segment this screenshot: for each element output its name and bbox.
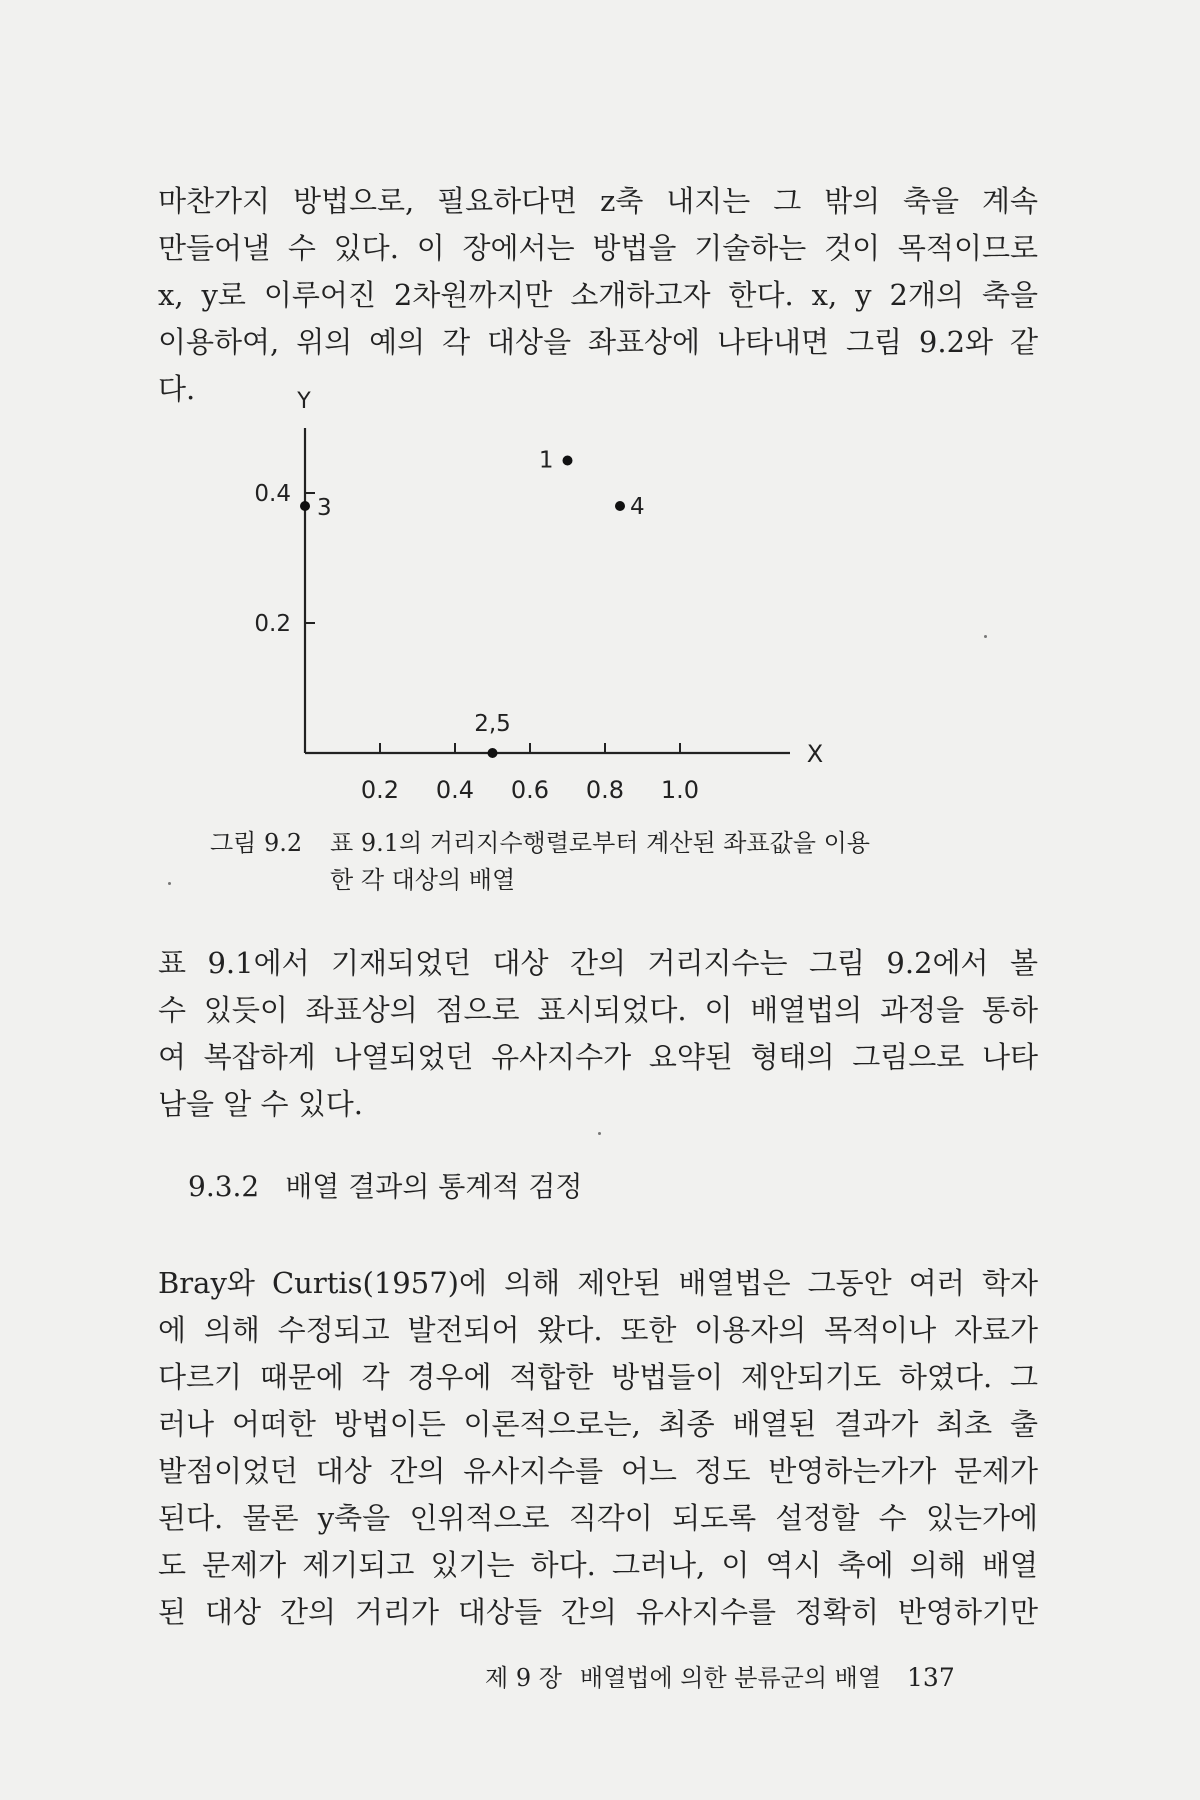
data-point	[615, 501, 625, 511]
text-line: 여 복잡하게 나열되었던 유사지수가 요약된 형태의 그림으로 나타	[158, 1040, 1038, 1074]
scan-speck	[984, 635, 987, 638]
text-line: 수 있듯이 좌표상의 점으로 표시되었다. 이 배열법의 과정을 통하	[158, 993, 1038, 1027]
section-title: 배열 결과의 통계적 검정	[285, 1170, 583, 1203]
text-line: 마찬가지 방법으로, 필요하다면 z축 내지는 그 밖의 축을 계속	[158, 184, 1038, 218]
text-line: 된다. 물론 y축을 인위적으로 직각이 되도록 설정할 수 있는가에	[158, 1501, 1038, 1535]
ordination-scatter-plot	[200, 388, 840, 803]
text-line: 도 문제가 제기되고 있기는 하다. 그러나, 이 역시 축에 의해 배열	[158, 1548, 1038, 1582]
text-line: x, y로 이루어진 2차원까지만 소개하고자 한다. x, y 2개의 축을	[158, 278, 1038, 312]
x-tick-label: 0.8	[585, 776, 625, 803]
caption-line-1: 표 9.1의 거리지수행렬로부터 계산된 좌표값을 이용	[330, 829, 870, 857]
text-line: Bray와 Curtis(1957)에 의해 제안된 배열법은 그동안 여러 학자	[158, 1266, 1038, 1300]
running-footer	[485, 1658, 955, 1693]
data-point-label: 4	[630, 494, 645, 520]
data-points	[300, 448, 645, 759]
paragraph-bray-curtis	[158, 1260, 1038, 1636]
footer-chapter: 제 9 장	[485, 1664, 562, 1692]
section-number: 9.3.2	[188, 1170, 260, 1203]
text-line: 이용하여, 위의 예의 각 대상을 좌표상에 나타내면 그림 9.2와 같	[158, 325, 1038, 359]
figure-caption	[210, 825, 990, 899]
text-line: 된 대상 간의 거리가 대상들 간의 유사지수를 정확히 반영하기만	[158, 1595, 1038, 1629]
text-line: 남을 알 수 있다.	[158, 1087, 363, 1121]
data-point	[300, 501, 310, 511]
text-line: 러나 어떠한 방법이든 이론적으로는, 최종 배열된 결과가 최초 출	[158, 1407, 1038, 1441]
caption-line-2: 한 각 대상의 배열	[330, 866, 516, 894]
y-axis-label: Y	[297, 389, 311, 414]
text-line: 다르기 때문에 각 경우에 적합한 방법들이 제안되기도 하였다. 그	[158, 1360, 1038, 1394]
data-point-label: 1	[538, 447, 554, 474]
paragraph-intro	[158, 178, 1038, 413]
x-tick-label: 0.4	[435, 776, 475, 803]
scan-speck	[168, 882, 171, 885]
data-point	[563, 456, 573, 466]
paragraph-result	[158, 940, 1038, 1128]
x-axis-label: X	[806, 740, 824, 768]
x-tick-label: 0.2	[360, 776, 400, 803]
x-tick-label: 1.0	[660, 776, 700, 803]
x-tick-label: 0.6	[510, 776, 550, 803]
data-point-label: 2,5	[474, 711, 511, 737]
text-line: 표 9.1에서 기재되었던 대상 간의 거리지수는 그림 9.2에서 볼	[158, 946, 1038, 980]
y-tick-label: 0.2	[254, 611, 291, 637]
data-point-label: 3	[317, 495, 332, 521]
plot-axes	[296, 389, 823, 768]
y-tick-label: 0.4	[254, 481, 291, 507]
text-line: 에 의해 수정되고 발전되어 왔다. 또한 이용자의 목적이나 자료가	[158, 1313, 1038, 1347]
scan-speck	[598, 1132, 601, 1135]
text-line: 발점이었던 대상 간의 유사지수를 어느 정도 반영하는가가 문제가	[158, 1454, 1038, 1488]
data-point	[488, 748, 498, 758]
footer-title: 배열법에 의한 분류군의 배열	[579, 1664, 882, 1692]
section-heading	[188, 1165, 582, 1205]
text-line: 다.	[158, 372, 196, 406]
figure-label: 그림 9.2	[210, 829, 303, 857]
text-line: 만들어낼 수 있다. 이 장에서는 방법을 기술하는 것이 목적이므로	[158, 231, 1038, 265]
page-number: 137	[907, 1663, 955, 1692]
